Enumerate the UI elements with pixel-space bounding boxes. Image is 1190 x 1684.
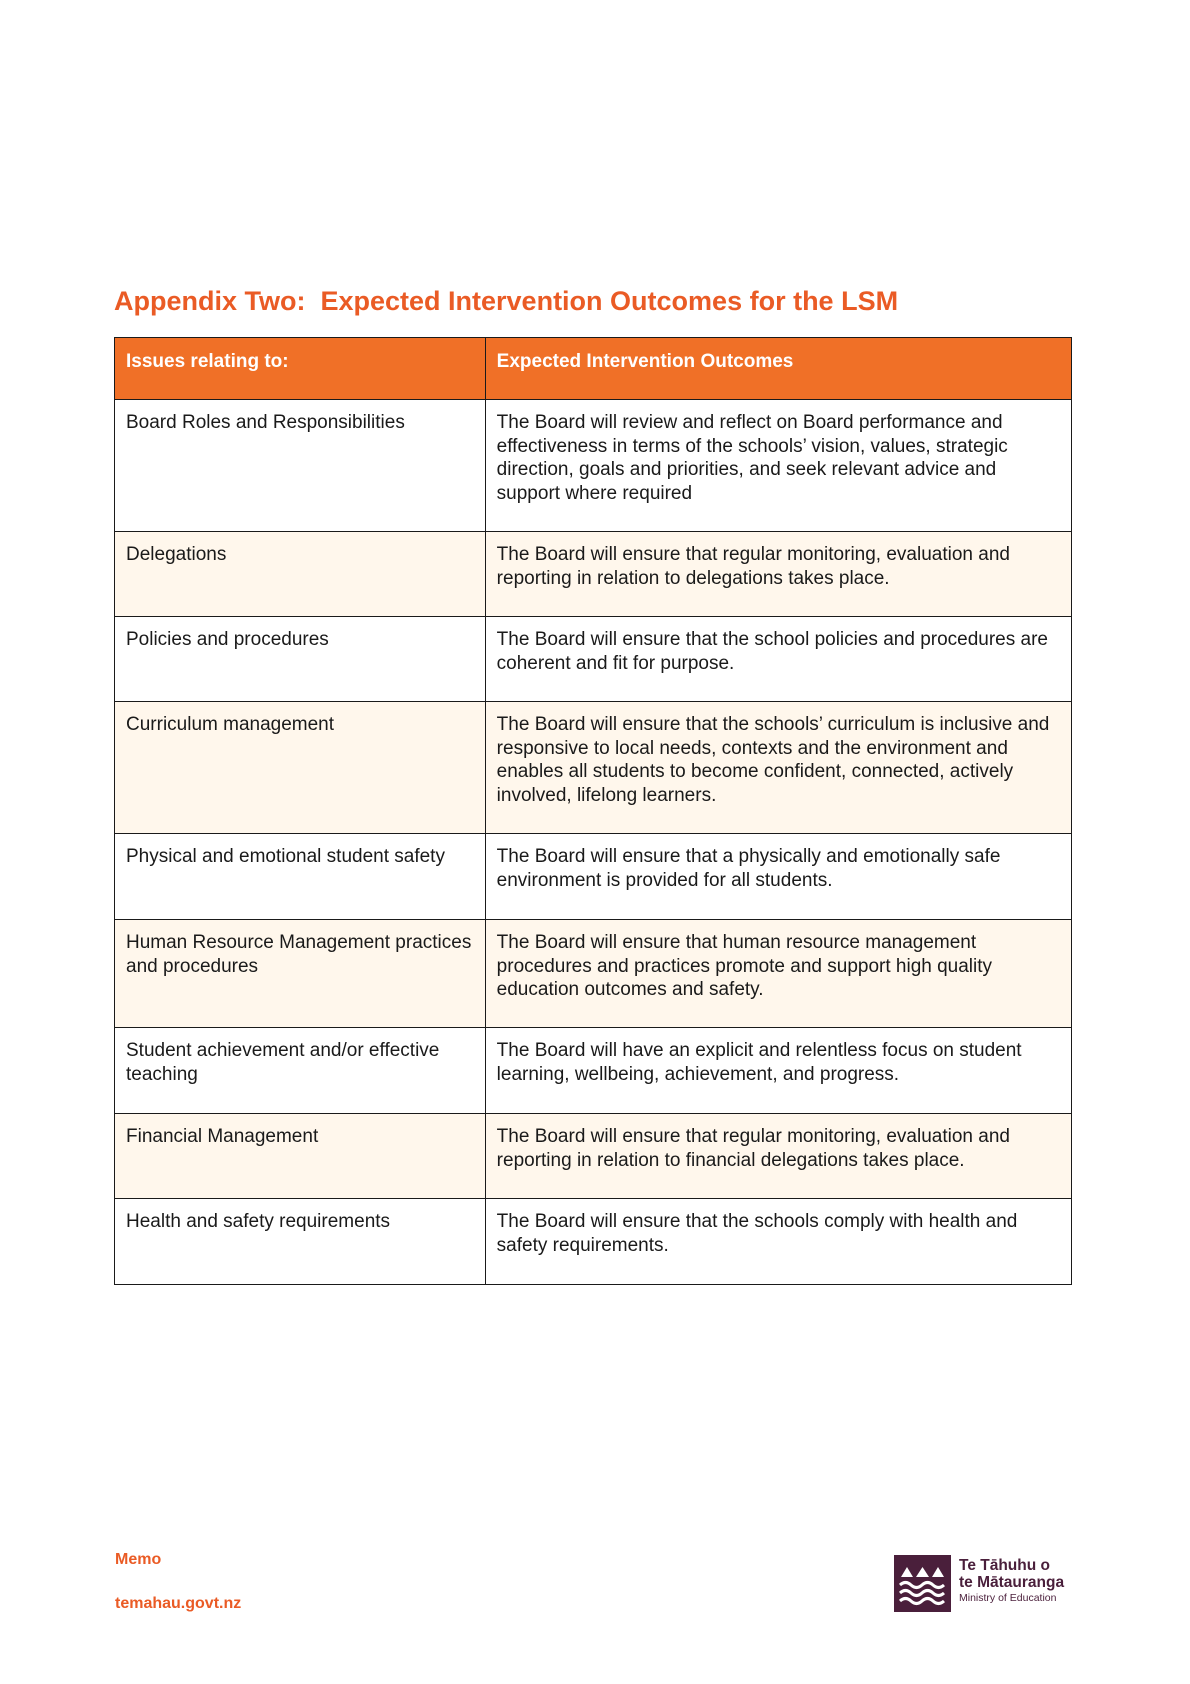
outcome-cell: The Board will ensure that the schools’ curriculum is inclusive and responsive to local needs, contexts and the environment and enables all students to become confident, connected, actively involved, lifelong learners. bbox=[485, 702, 1071, 834]
page-title: Appendix Two: Expected Intervention Outcomes for the LSM bbox=[114, 286, 899, 316]
issue-cell: Student achievement and/or effective teaching bbox=[115, 1028, 486, 1114]
table-row bbox=[115, 617, 1072, 702]
ministry-logo bbox=[894, 1555, 1094, 1612]
issue-cell: Delegations bbox=[115, 532, 486, 617]
logo-wordmark bbox=[959, 1557, 1064, 1605]
issue-cell: Health and safety requirements bbox=[115, 1199, 486, 1285]
outcome-cell: The Board will ensure that regular monitoring, evaluation and reporting in relation to financial delegations takes place. bbox=[485, 1114, 1071, 1199]
footer-website-link[interactable]: temahau.govt.nz bbox=[115, 1595, 242, 1612]
issue-cell: Physical and emotional student safety bbox=[115, 834, 486, 920]
outcome-cell: The Board will ensure that regular monitoring, evaluation and reporting in relation to delegations takes place. bbox=[485, 532, 1071, 617]
issue-cell: Financial Management bbox=[115, 1114, 486, 1199]
table-row bbox=[115, 532, 1072, 617]
outcome-cell: The Board will ensure that human resource management procedures and practices promote and support high quality education outcomes and safety. bbox=[485, 920, 1071, 1028]
outcome-cell: The Board will review and reflect on Board performance and effectiveness in terms of the schools’ vision, values, strategic direction, goals and priorities, and seek relevant advice and support where required bbox=[485, 400, 1071, 532]
footer-memo-label: Memo bbox=[115, 1551, 162, 1568]
table-header-row bbox=[115, 338, 1072, 400]
column-header-outcomes: Expected Intervention Outcomes bbox=[485, 338, 1071, 400]
outcome-cell: The Board will ensure that the school policies and procedures are coherent and fit for purpose. bbox=[485, 617, 1071, 702]
logo-maori-line-1: Te Tāhuhu o bbox=[959, 1557, 1050, 1574]
outcome-cell: The Board will ensure that a physically and emotionally safe environment is provided for all students. bbox=[485, 834, 1071, 920]
table-row bbox=[115, 1028, 1072, 1114]
issue-cell: Policies and procedures bbox=[115, 617, 486, 702]
issue-cell: Human Resource Management practices and procedures bbox=[115, 920, 486, 1028]
table-row bbox=[115, 1199, 1072, 1285]
issue-cell: Curriculum management bbox=[115, 702, 486, 834]
ministry-of-education-logo-icon bbox=[894, 1555, 951, 1612]
table-row bbox=[115, 920, 1072, 1028]
logo-english-name: Ministry of Education bbox=[959, 1592, 1057, 1604]
issue-cell: Board Roles and Responsibilities bbox=[115, 400, 486, 532]
table-row bbox=[115, 400, 1072, 532]
table-row bbox=[115, 702, 1072, 834]
logo-maori-line-2: te Mātauranga bbox=[959, 1574, 1065, 1591]
outcome-cell: The Board will ensure that the schools comply with health and safety requirements. bbox=[485, 1199, 1071, 1285]
column-header-issues: Issues relating to: bbox=[115, 338, 486, 400]
outcome-cell: The Board will have an explicit and relentless focus on student learning, wellbeing, achievement, and progress. bbox=[485, 1028, 1071, 1114]
outcomes-table bbox=[114, 337, 1072, 1285]
table-row bbox=[115, 834, 1072, 920]
table-row bbox=[115, 1114, 1072, 1199]
